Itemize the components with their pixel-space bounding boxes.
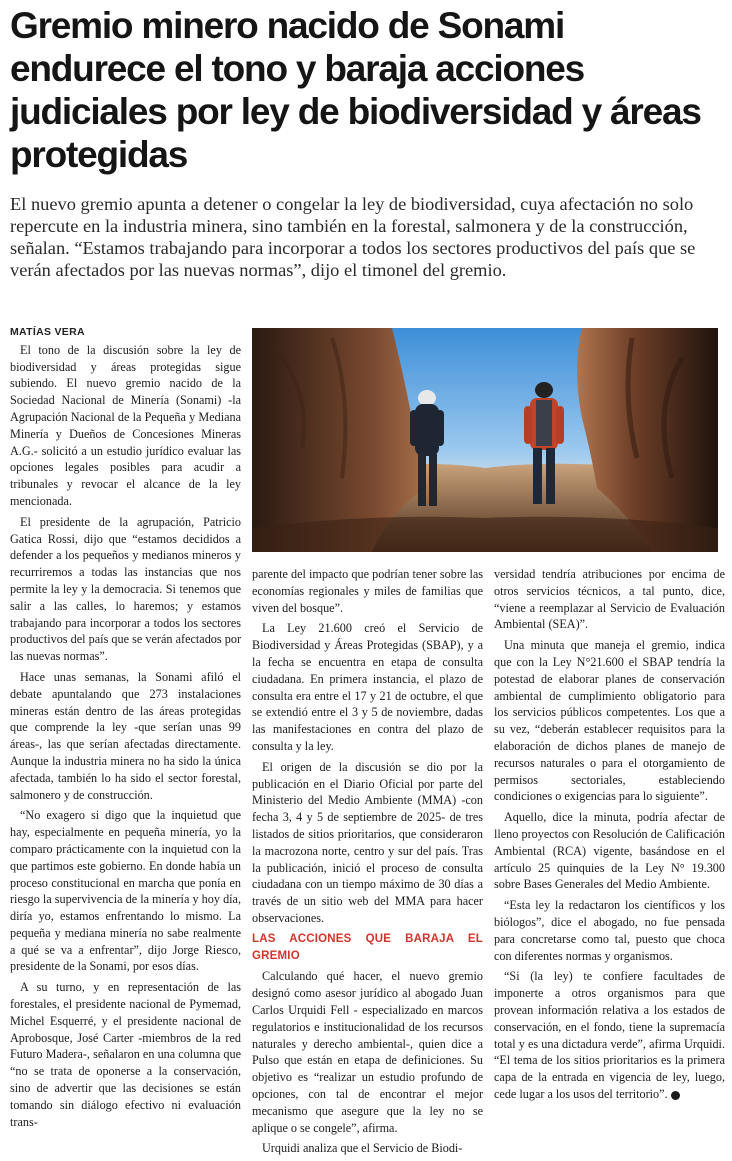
miners-tunnel-illustration [252,328,718,552]
column-2 [252,566,483,1161]
paragraph: “Esta ley la redactaron los científicos y los biólogos”, dice el abogado, no fue pensada para concretarse como tal, puesto que choca con diferentes normas y organismos. [494,898,725,963]
paragraph: Hace unas semanas, la Sonami afiló el debate apuntalando que 273 instalaciones mineras están dentro de las áreas protegidas que comprende la ley -que serían unas 99 áreas-, las que serían afectadas directamente. Aunque la industria minera no ha sido la única afectada, también lo ha sido el sector forestal, salmonero y de construcción. [10,669,241,802]
paragraph: versidad tendría atribuciones por encima de otros servicios técnicos, a tal punto, dice, “viene a reemplazar al Servicio de Evaluación Ambiental (SEA)”. [494,567,725,632]
paragraph: El presidente de la agrupación, Patricio Gatica Rossi, dijo que “estamos decididos a defender a los pequeños y medianos mineros y recurriremos a todas las instancias que nos permite la ley y la democracia. Si tenemos que salir a las calles, lo haremos; y estamos trabajando para incorporar a todos los sectores productivos del país que se verán afectados por las nuevas normas”. [10,514,241,664]
paragraph: La Ley 21.600 creó el Servicio de Biodiversidad y Áreas Protegidas (SBAP), y a la fecha se encuentra en etapa de consulta ciudadana. En primera instancia, el plazo de consulta era entre el 17 y 21 de octubre, el que se extendió entre el 3 y 5 de noviembre, dadas las manifestaciones en contra del plazo de consulta y la ley. [252,621,483,753]
paragraph: Una minuta que maneja el gremio, indica que con la Ley N°21.600 el SBAP tendría la potestad de elaborar planes de conservación ambiental de cumplimiento obligatorio para los servicios públicos competentes. Los que a su vez, “deberán establecer requisitos para la elaboración de dichos planes de manejo de recursos naturales o para el otorgamiento de permisos sectoriales, estableciendo condiciones o exigencias para lo siguiente”. [494,638,725,804]
byline: MATÍAS VERA [10,326,85,338]
paragraph-text: “Si (la ley) te confiere facultades de imponerte a otros organismos para que provean información relativa a los estados de conservación, en el fondo, tiene la supremacía total y es una dictadura verde”, afirma Urquidi. “El tema de los sitios prioritarios es la primera capa de la entrada en vigencia de ley, luego, cede lugar a los usos del territorio”. [494,969,725,1101]
paragraph: Calculando qué hacer, el nuevo gremio designó como asesor jurídico al abogado Juan Carlos Urquidi Fell - especializado en marcos regulatorios e institucionalidad de los recursos naturales y derecho ambiental-, quien dice a Pulso que están en etapa de definiciones. Su objetivo es “realizar un estudio profundo de opciones, con tal de encontrar el mejor mecanismo que asegure que la ley no se aplique o se congele”, afirma. [252,969,483,1135]
column-1 [10,324,241,1134]
paragraph: Aquello, dice la minuta, podría afectar de lleno proyectos con Resolución de Calificación Ambiental (RCA) vigente, basándose en el artículo 25 quinquies de la Ley N° 19.300 sobre Bases Generales del Medio Ambiente. [494,810,725,892]
section-subhead: LAS ACCIONES QUE BARAJA EL GREMIO [252,932,483,962]
paragraph: “No exagero si digo que la inquietud que hay, especialmente en pequeña minería, yo la comparo prácticamente con la inquietud con la que partimos este gobierno. En donde había un proceso constitucional en marcha que ponía en riesgo la supervivencia de la minería y hoy día, diría yo, estamos enfrentando lo mismo. La pequeña y mediana minería no sabe realmente a qué se va a enfrentar”, dijo Jorge Riesco, presidente de la Sonami, por esos días. [10,808,241,974]
paragraph: A su turno, y en representación de las forestales, el presidente nacional de Pymemad, Michel Esquerré, y el presidente nacional de Aprobosque, José Carter -miembros de la red Futuro Madera-, señalaron en una columna que “no se trata de oponerse a la conservación, sino de advertir que las decisiones se están tomando sin diálogo efectivo ni evaluación trans- [10,980,241,1129]
paragraph-last [494,968,725,1102]
paragraph: Urquidi analiza que el Servicio de Biodi- [262,1141,463,1156]
lead-paragraph: El nuevo gremio apunta a detener o congelar la ley de biodiversidad, cuya afectación no solo repercute en la industria minera, sino también en la forestal, salmonera y de la construcción, señalan. “Estamos trabajando para incorporar a todos los sectores productivos del país que se verán afectados por las nuevas normas”, dijo el timonel del gremio. [10,194,696,280]
paragraph: El origen de la discusión se dio por la publicación en el Diario Oficial por parte del Ministerio del Medio Ambiente (MMA) -con fecha 3, 4 y 5 de septiembre de 2025- de tres listados de sitios prioritarios, que consideraron la macrozona norte, centro y sur del país. Tras la publicación, inició el proceso de consulta ciudadana con un tiempo máximo de 30 días a través de un sitio web del MMA para hacer observaciones. [252,759,483,925]
article-photo [252,328,718,552]
headline: Gremio minero nacido de Sonami endurece el tono y baraja acciones judiciales por ley de biodiversidad y áreas protegidas [10,5,701,175]
paragraph: El tono de la discusión sobre la ley de biodiversidad y áreas protegidas sigue subiendo. El nuevo gremio nacido de la Sociedad Nacional de Minería (Sonami) -la Agrupación Nacional de la Pequeña y Mediana Minería y Dueños de Concesiones Mineras A.G.- solicitó a un estudio jurídico evaluar las opciones legales posibles para acudir a tribunales y revocar el alcance de la ley mencionada. [10,342,241,508]
end-of-article-icon [671,1091,680,1100]
paragraph: parente del impacto que podrían tener sobre las economías regionales y miles de familias que viven del bosque”. [252,567,483,615]
column-3 [494,566,725,1107]
